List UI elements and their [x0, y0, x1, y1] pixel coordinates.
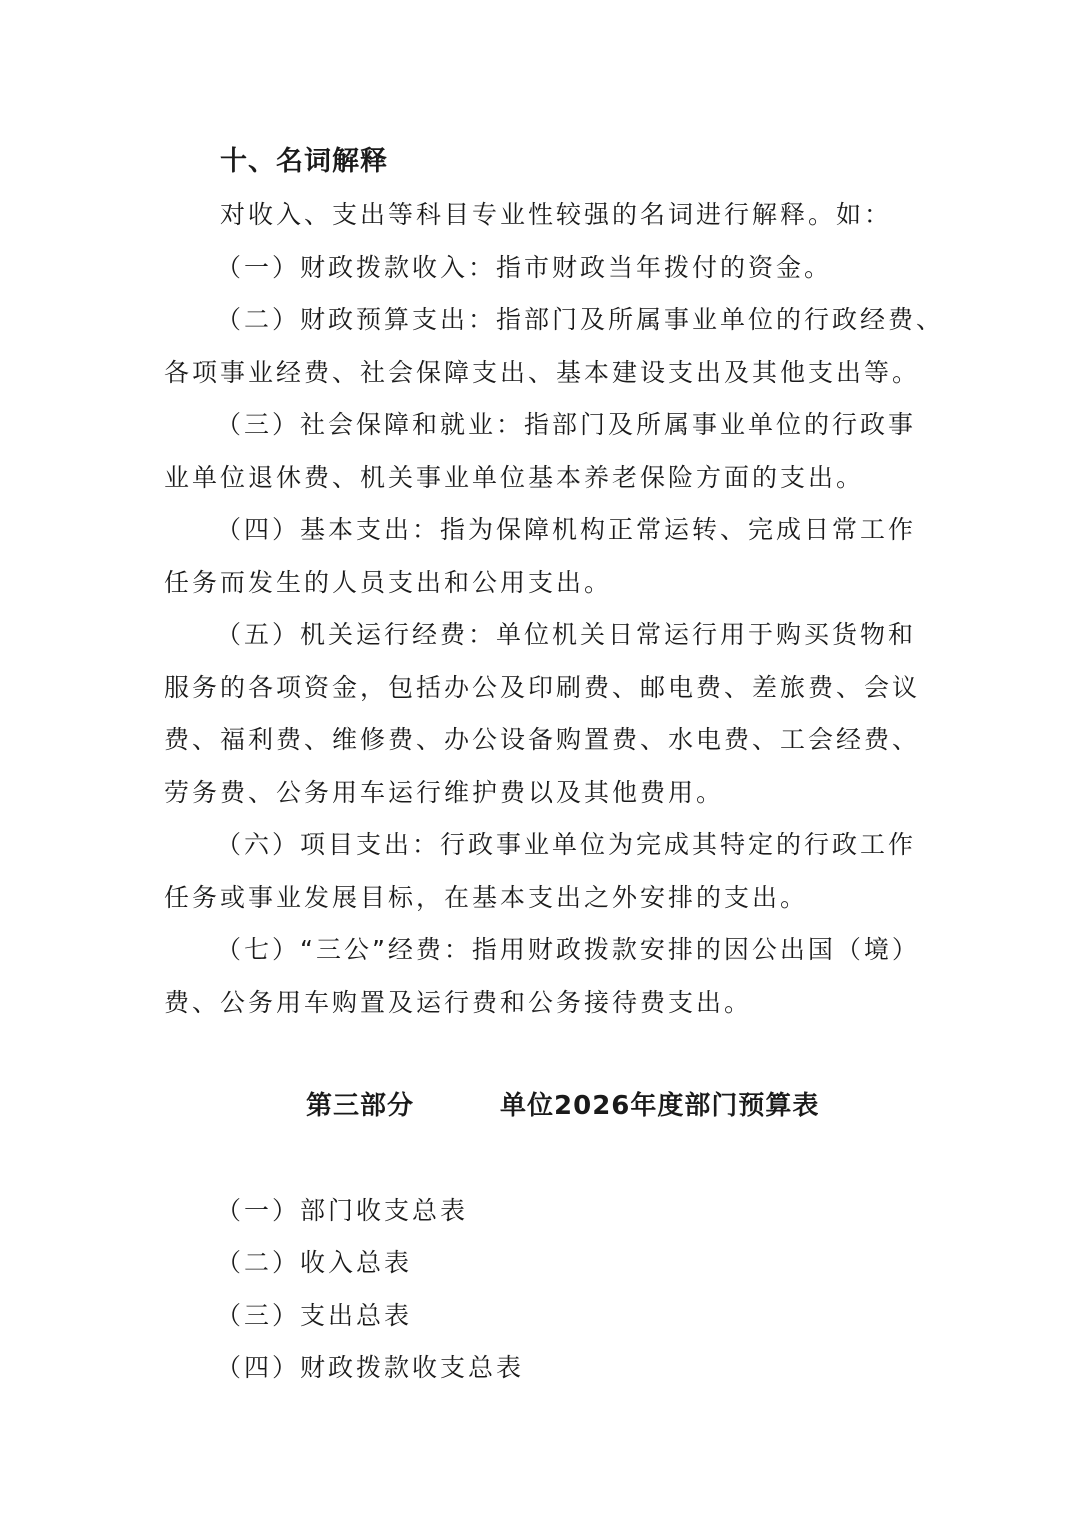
paragraph-line: 各项事业经费、社会保障支出、基本建设支出及其他支出等。 [164, 358, 921, 387]
part-title-number: 第三部分 [306, 1091, 415, 1121]
paragraph-line: 劳务费、公务用车运行维护费以及其他费用。 [164, 778, 725, 807]
paragraph-line: （五）机关运行经费：单位机关日常运行用于购买货物和 [216, 620, 917, 649]
table-list-item: （三）支出总表 [216, 1301, 413, 1330]
paragraph-line: （二）财政预算支出：指部门及所属事业单位的行政经费、 [216, 305, 945, 334]
section-heading: 十、名词解释 [220, 146, 388, 177]
paragraph-line: （三）社会保障和就业：指部门及所属事业单位的行政事 [216, 410, 917, 439]
paragraph-line: 任务而发生的人员支出和公用支出。 [164, 568, 613, 597]
table-list-item: （一）部门收支总表 [216, 1196, 469, 1225]
paragraph-line: （四）基本支出：指为保障机构正常运转、完成日常工作 [216, 515, 917, 544]
part-title [306, 1088, 819, 1124]
paragraph-line: （六）项目支出：行政事业单位为完成其特定的行政工作 [216, 830, 917, 859]
paragraph-line: 费、公务用车购置及运行费和公务接待费支出。 [164, 988, 753, 1017]
part-title-name: 单位2026年度部门预算表 [500, 1091, 820, 1121]
paragraph-line: （七）“三公”经费：指用财政拨款安排的因公出国（境） [216, 935, 920, 964]
paragraph-line: 任务或事业发展目标，在基本支出之外安排的支出。 [164, 883, 809, 912]
paragraph-line: 服务的各项资金，包括办公及印刷费、邮电费、差旅费、会议 [164, 673, 921, 702]
paragraph-line: （一）财政拨款收入：指市财政当年拨付的资金。 [216, 253, 833, 282]
table-list-item: （二）收入总表 [216, 1248, 413, 1277]
paragraph-line: 业单位退休费、机关事业单位基本养老保险方面的支出。 [164, 463, 865, 492]
paragraph-line: 费、福利费、维修费、办公设备购置费、水电费、工会经费、 [164, 725, 921, 754]
table-list-item: （四）财政拨款收支总表 [216, 1353, 525, 1382]
section-intro: 对收入、支出等科目专业性较强的名词进行解释。如： [220, 200, 893, 229]
